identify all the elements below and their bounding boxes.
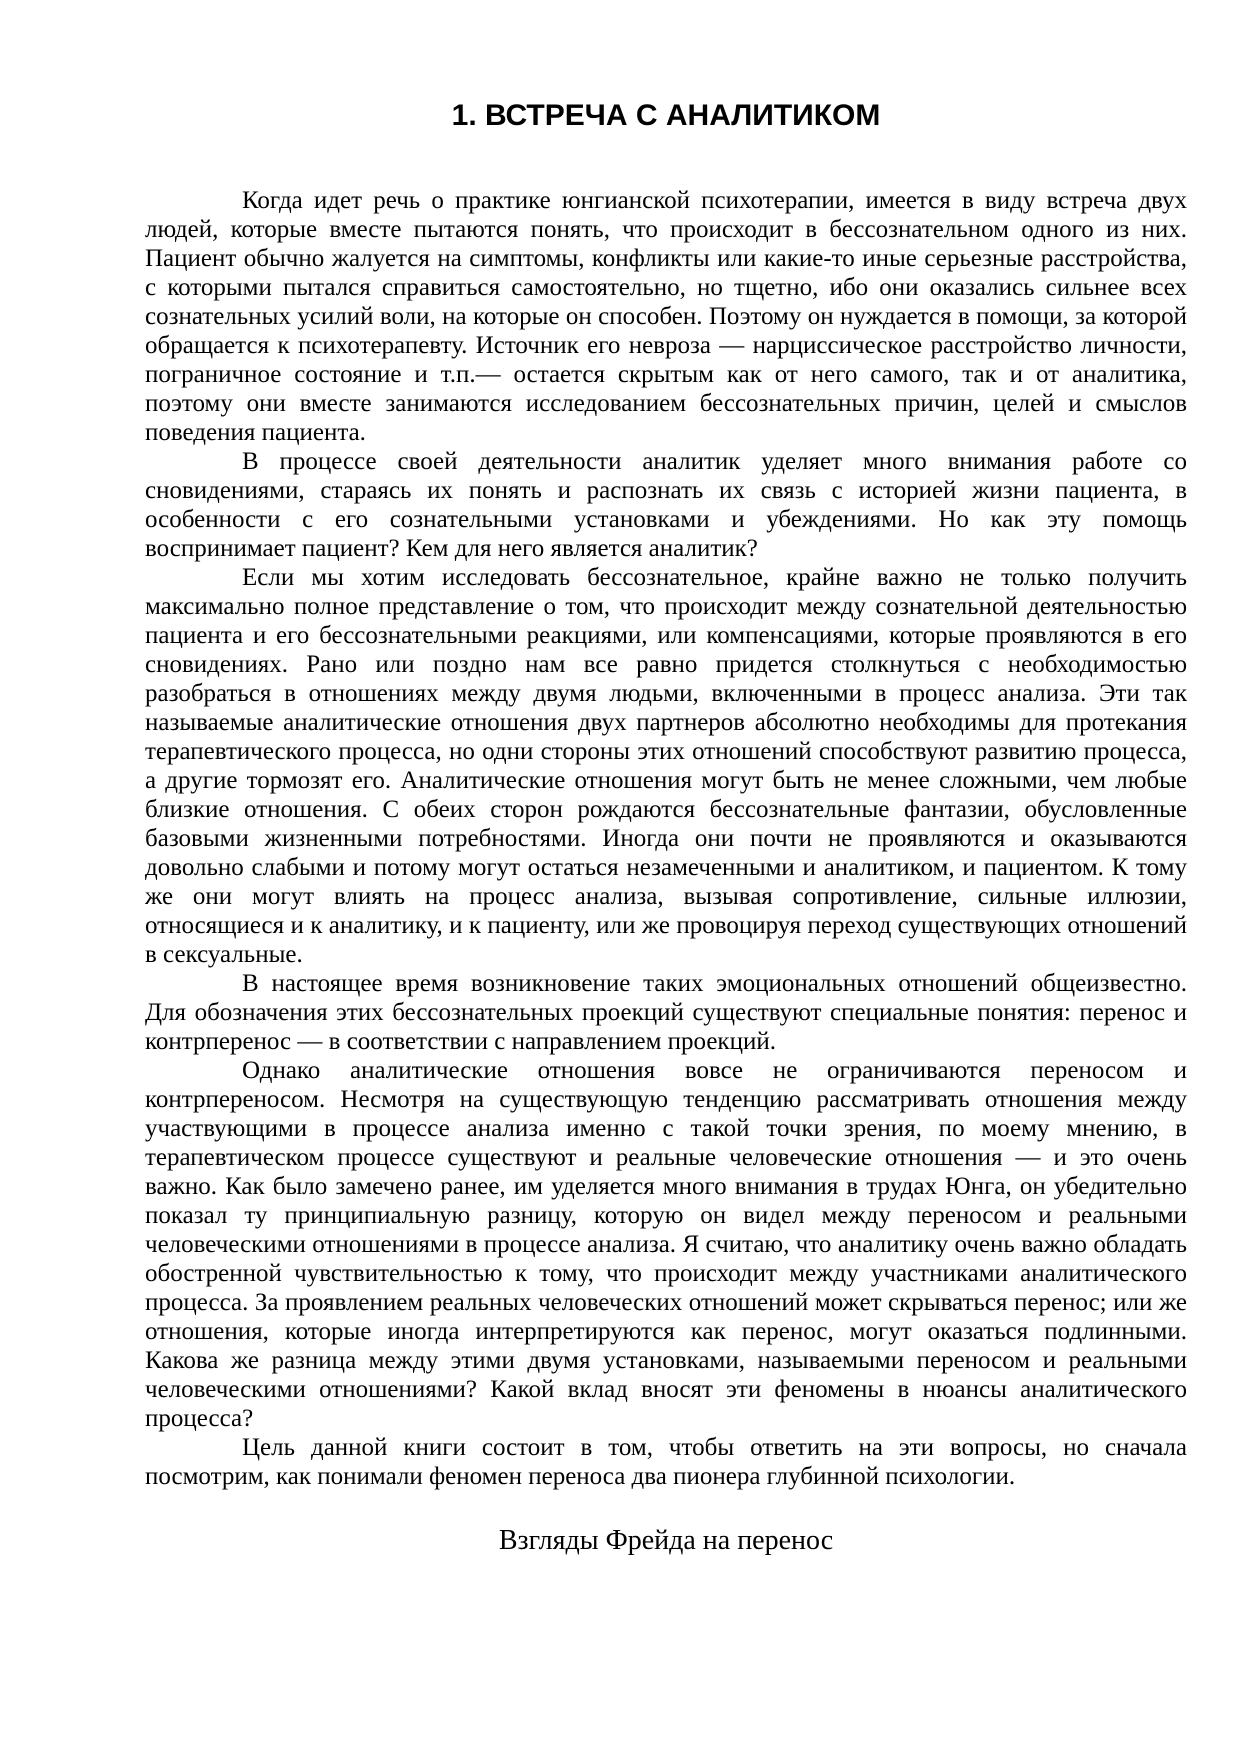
chapter-title: 1. ВСТРЕЧА С АНАЛИТИКОМ (451, 99, 881, 132)
section-heading: Взгляды Фрейда на перенос (498, 1525, 834, 1556)
page-content (145, 100, 1187, 1557)
paragraph: Цель данной книги состоит в том, чтобы ответить на эти вопросы, но сначала посмотрим, как понимали феномен переноса два пионера глубинной психологии. (145, 1434, 1187, 1490)
paragraph: Однако аналитические отношения вовсе не ограничиваются переносом и контрпереносом. Несмотря на существующую тенденцию рассматривать отношения между участвующими в процессе анализа именно с такой точки зрения, по моему мнению, в терапевтическом процессе существуют и реальные человеческие отношения — и это очень важно. Как было замечено ранее, им уделяется много внимания в трудах Юнга, он убедительно показал ту принципиальную разницу, которую он видел между переносом и реальными человеческими отношениями в процессе анализа. Я считаю, что аналитику очень важно обладать обостренной чувствительностью к тому, что происходит между участниками аналитического процесса. За проявлением реальных человеческих отношений может скрываться перенос; или же отношения, которые иногда интерпретируются как перенос, могут оказаться подлинными. Какова же разница между этими двумя установками, называемыми переносом и реальными человеческими отношениями? Какой вклад вносят эти феномены в нюансы аналитического процесса? (145, 1057, 1187, 1432)
paragraph: Если мы хотим исследовать бессознательное, крайне важно не только получить максимально полное представление о том, что происходит между сознательной деятельностью пациента и его бессознательными реакциями, или компенсациями, которые проявляются в его сновидениях. Рано или поздно нам все равно придется столкнуться с необходимостью разобраться в отношениях между двумя людьми, включенными в процесс анализа. Эти так называемые аналитические отношения двух партнеров абсолютно необходимы для протекания терапевтического процесса, но одни стороны этих отношений способствуют развитию процесса, а другие тормозят его. Аналитические отношения могут быть не менее сложными, чем любые близкие отношения. С обеих сторон рождаются бессознательные фантазии, обусловленные базовыми жизненными потребностями. Иногда они почти не проявляются и оказываются довольно слабыми и потому могут остаться незамеченными и аналитиком, и пациентом. К тому же они могут влиять на процесс анализа, вызывая сопротивление, сильные иллюзии, относящиеся и к аналитику, и к пациенту, или же провоцируя переход существующих отношений в сексуальные. (145, 564, 1187, 968)
paragraph: В настоящее время возникновение таких эмоциональных отношений общеизвестно. Для обозначения этих бессознательных проекций существуют специальные понятия: перенос и контрперенос — в соответствии с направлением проекций. (145, 970, 1187, 1055)
paragraph: В процессе своей деятельности аналитик уделяет много внимания работе со сновидениями, стараясь их понять и распознать их связь с историей жизни пациента, в особенности с его сознательными установками и убеждениями. Но как эту помощь воспринимает пациент? Кем для него является аналитик? (145, 448, 1187, 562)
paragraph: Когда идет речь о практике юнгианской психотерапии, имеется в виду встреча двух людей, которые вместе пытаются понять, что происходит в бессознательном одного из них. Пациент обычно жалуется на симптомы, конфликты или какие-то иные серьезные расстройства, с которыми пытался справиться самостоятельно, но тщетно, ибо они оказались сильнее всех сознательных усилий воли, на которые он способен. Поэтому он нуждается в помощи, за которой обращается к психотерапевту. Источник его невроза — нарциссическое расстройство личности, пограничное состояние и т.п.— остается скрытым как от него самого, так и от аналитика, поэтому они вместе занимаются исследованием бессознательных причин, целей и смыслов поведения пациента. (145, 187, 1187, 446)
body-text (145, 186, 1187, 1491)
